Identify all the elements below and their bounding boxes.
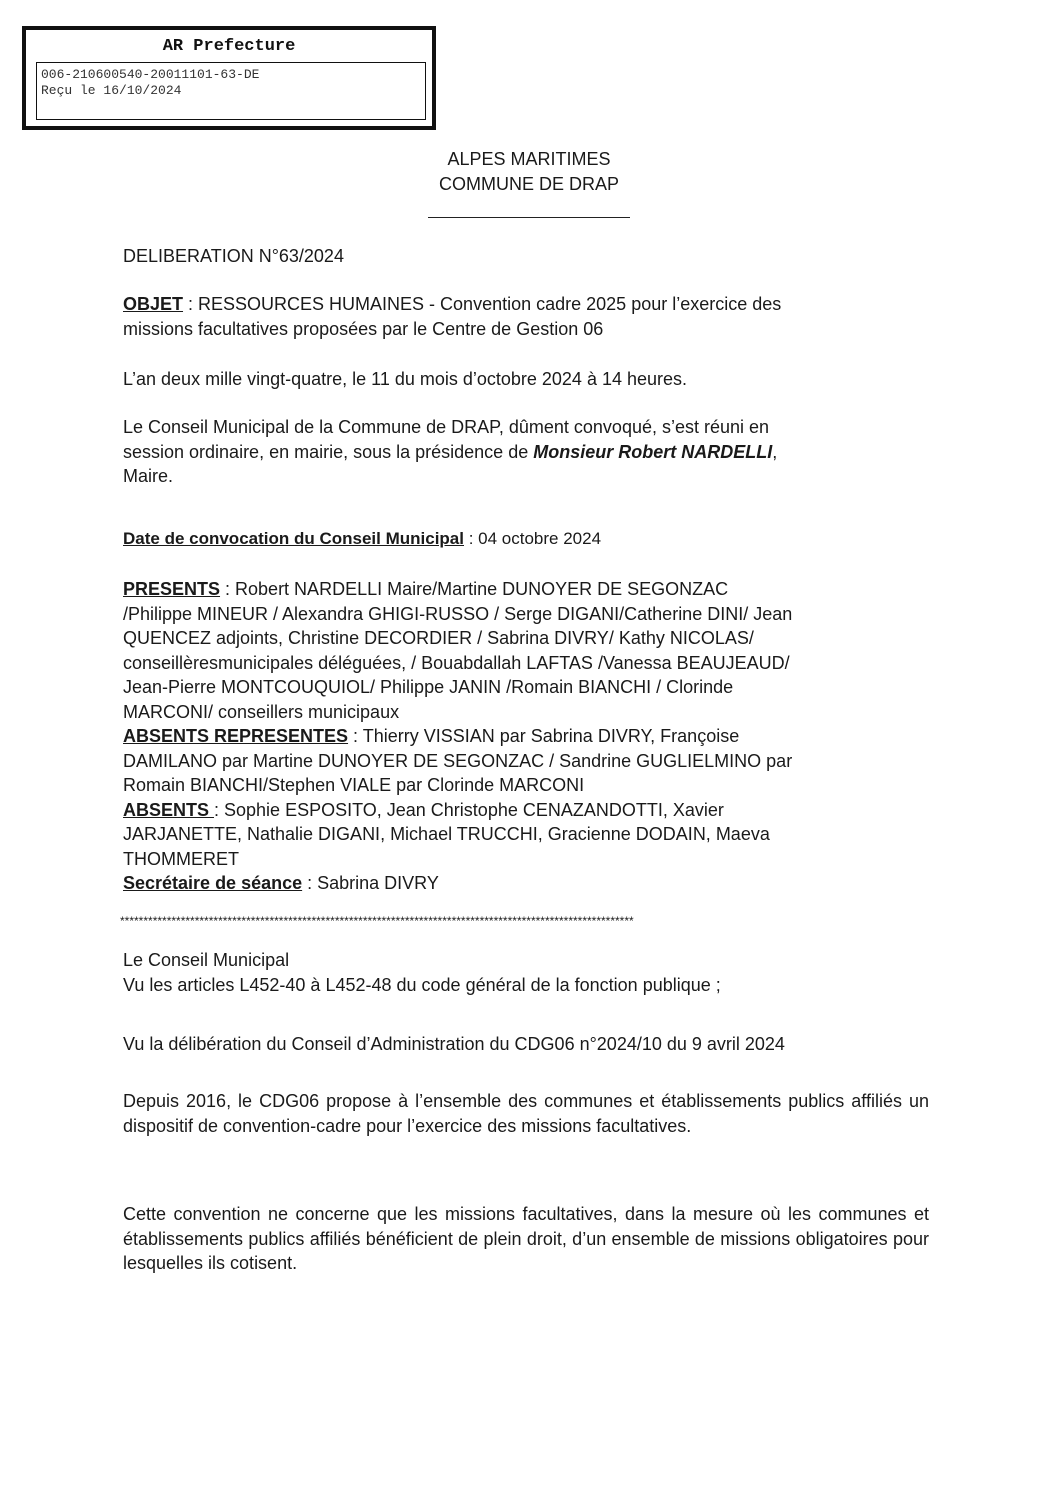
document-header xyxy=(0,147,1058,197)
prefecture-stamp xyxy=(22,26,436,130)
presents-label: PRESENTS xyxy=(123,579,221,599)
objet-paragraph xyxy=(123,292,781,341)
stamp-reference: 006-210600540-20011101-63-DE xyxy=(41,67,260,82)
convocation-value: : 04 octobre 2024 xyxy=(464,529,602,548)
secretaire-text: : Sabrina DIVRY xyxy=(302,873,439,893)
absents-representes-text: : Thierry VISSIAN par Sabrina DIVRY, Françoise DAMILANO par Martine DUNOYER DE SEGONZAC / Sandrine GUGLIELMINO par Romain BIANCHI/Stephen VIALE par Clorinde MARCONI xyxy=(123,726,793,795)
convened-after: , Maire. xyxy=(123,441,778,486)
vu-deliberation: Vu la délibération du Conseil d’Administration du CDG06 n°2024/10 du 9 avril 2024 xyxy=(123,1034,785,1054)
stamp-details xyxy=(36,62,426,120)
session-date: L’an deux mille vingt-quatre, le 11 du mois d’octobre 2024 à 14 heures. xyxy=(123,369,688,389)
presents-text: : Robert NARDELLI Maire/Martine DUNOYER DE SEGONZAC /Philippe MINEUR / Alexandra GHIGI-RUSSO / Serge DIGANI/Catherine DINI/ Jean QUENCEZ adjoints, Christine DECORDIER / Sabrina DIVRY/ Kathy NICOLAS/ conseillèresmunicipales déléguées, / Bouabdallah LAFTAS /Vanessa BEAUJEAUD/ Jean-Pierre MONTCOUQUIOL/ Philippe JANIN /Romain BIANCHI / Clorinde MARCONI/ conseillers municipaux xyxy=(123,579,793,722)
absents-text: : Sophie ESPOSITO, Jean Christophe CENAZANDOTTI, Xavier JARJANETTE, Nathalie DIGANI, Michael TRUCCHI, Gracienne DODAIN, Maeva THOMMERET xyxy=(123,799,770,869)
convened-text: Le Conseil Municipal de la Commune de DRAP, dûment convoqué, s’est réuni en session ordinaire, en mairie, sous la présidence de xyxy=(123,417,770,462)
president-name: Monsieur Robert NARDELLI xyxy=(533,441,773,462)
header-divider xyxy=(428,217,630,218)
header-department: ALPES MARITIMES xyxy=(447,149,611,169)
absents-label: ABSENTS xyxy=(123,799,215,820)
convocation-date xyxy=(123,527,601,552)
absents-representes-label: ABSENTS REPRESENTES xyxy=(123,726,349,746)
header-commune: COMMUNE DE DRAP xyxy=(438,174,619,194)
stamp-received-date: Reçu le 16/10/2024 xyxy=(41,83,182,98)
separator-line: ************************************************************************************************************** xyxy=(120,914,634,928)
conseil-vu-articles: Le Conseil Municipal Vu les articles L452-40 à L452-48 du code général de la fonction publique ; xyxy=(123,950,721,995)
stamp-title: AR Prefecture xyxy=(162,37,296,56)
deliberation-number: DELIBERATION N°63/2024 xyxy=(123,246,344,266)
secretaire-label: Secrétaire de séance xyxy=(123,873,303,893)
attendance-block xyxy=(123,577,792,896)
convened-paragraph xyxy=(123,415,777,489)
convocation-label: Date de convocation du Conseil Municipal xyxy=(123,529,464,548)
cette-convention-paragraph: Cette convention ne concerne que les missions facultatives, dans la mesure où les communes et établissements publics affiliés bénéficient de plein droit, d’un ensemble de missions obligatoires pour lesquelles ils cotisent. xyxy=(123,1204,929,1273)
objet-label: OBJET xyxy=(123,294,184,314)
depuis-paragraph: Depuis 2016, le CDG06 propose à l’ensemble des communes et établissements publics affiliés un dispositif de convention-cadre pour l’exercice des missions facultatives. xyxy=(123,1091,929,1136)
objet-text: : RESSOURCES HUMAINES - Convention cadre 2025 pour l’exercice des missions facultatives proposées par le Centre de Gestion 06 xyxy=(123,294,782,339)
